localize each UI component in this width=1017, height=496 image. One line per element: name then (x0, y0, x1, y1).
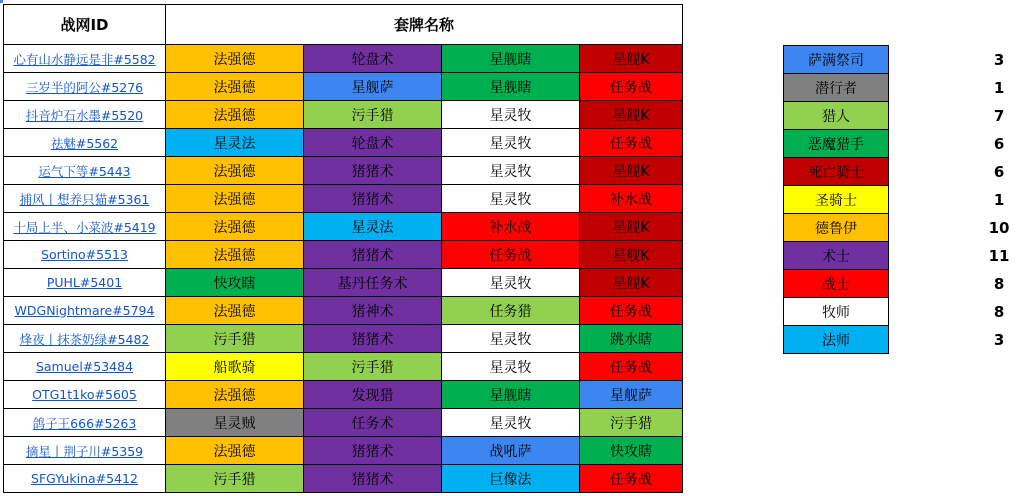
player-id-cell (4, 437, 166, 465)
player-id-link[interactable]: 祛魅#5562 (50, 135, 119, 151)
legend-class-count: 6 (993, 162, 1005, 181)
deck-cell: 法强德 (166, 73, 304, 101)
player-id-cell (4, 269, 166, 297)
deck-cell: 星灵牧 (442, 157, 580, 185)
player-id-cell (4, 381, 166, 409)
legend-gap (888, 158, 981, 186)
legend-row (784, 270, 1017, 298)
legend-class-count: 8 (993, 302, 1005, 321)
selection-corner-marker (0, 0, 3, 3)
legend-row (784, 326, 1017, 354)
player-id-cell (4, 73, 166, 101)
legend-class-name: 恶魔猎手 (784, 130, 889, 158)
deck-cell: 猪猪术 (304, 157, 442, 185)
table-body (4, 45, 683, 493)
deck-cell: 跳水瞎 (580, 325, 683, 353)
deck-cell: 污手猎 (304, 101, 442, 129)
deck-cell: 轮盘术 (304, 129, 442, 157)
table-row (4, 269, 683, 297)
deck-cell: 污手猎 (304, 353, 442, 381)
deck-cell: 星灵牧 (442, 269, 580, 297)
legend-class-name: 潜行者 (784, 74, 889, 102)
player-id-link[interactable]: Sortino#5513 (41, 246, 128, 262)
player-id-link[interactable]: 抖音炉石水墨#5520 (25, 107, 144, 123)
legend-row (784, 242, 1017, 270)
deck-cell: 星灵牧 (442, 129, 580, 157)
player-id-link[interactable]: 心有山水静远是非#5582 (13, 51, 156, 67)
deck-cell: 星舰K (580, 213, 683, 241)
deck-cell: 星舰瞎 (442, 381, 580, 409)
legend-gap (888, 102, 981, 130)
deck-cell: 补水战 (442, 213, 580, 241)
legend-class-count: 1 (993, 190, 1005, 209)
player-id-link[interactable]: SFGYukina#5412 (31, 470, 138, 486)
deck-cell: 星灵牧 (442, 101, 580, 129)
legend-class-count: 10 (988, 218, 1010, 237)
header-row (4, 5, 683, 45)
player-id-cell (4, 241, 166, 269)
deck-cell: 星灵牧 (442, 185, 580, 213)
player-id-cell (4, 325, 166, 353)
legend-class-name: 萨满祭司 (784, 46, 889, 74)
player-id-cell (4, 101, 166, 129)
legend-class-count: 3 (993, 330, 1005, 349)
legend-row (784, 158, 1017, 186)
deck-cell: 快攻瞎 (580, 437, 683, 465)
legend-class-name: 德鲁伊 (784, 214, 889, 242)
deck-cell: 任务战 (580, 73, 683, 101)
legend-gap (888, 186, 981, 214)
deck-cell: 法强德 (166, 157, 304, 185)
deck-cell: 星舰K (580, 45, 683, 73)
player-id-link[interactable]: 鸽子王666#5263 (32, 415, 137, 431)
deck-cell: 法强德 (166, 101, 304, 129)
legend-body (784, 46, 1017, 354)
legend-row (784, 74, 1017, 102)
deck-cell: 战吼萨 (442, 437, 580, 465)
legend-class-name: 战士 (784, 270, 889, 298)
table-row (4, 241, 683, 269)
player-id-link[interactable]: 摘星丨荆子川#5359 (25, 443, 144, 459)
player-id-link[interactable]: Samuel#53484 (35, 358, 134, 374)
deck-cell: 猪猪术 (304, 465, 442, 493)
deck-cell: 巨像法 (442, 465, 580, 493)
player-id-cell (4, 297, 166, 325)
deck-cell: 污手猎 (166, 325, 304, 353)
player-id-cell (4, 353, 166, 381)
header-id: 战网ID (4, 5, 166, 45)
deck-cell: 法强德 (166, 185, 304, 213)
deck-cell: 星灵牧 (442, 353, 580, 381)
legend-class-count: 6 (993, 134, 1005, 153)
deck-cell: 星舰K (580, 101, 683, 129)
class-legend-table (783, 45, 1017, 354)
player-id-link[interactable]: 运气下等#5443 (38, 163, 131, 179)
deck-cell: 猪神术 (304, 297, 442, 325)
deck-cell: 星灵法 (304, 213, 442, 241)
player-id-cell (4, 129, 166, 157)
deck-cell: 法强德 (166, 437, 304, 465)
deck-cell: 任务战 (580, 465, 683, 493)
deck-table (3, 4, 683, 493)
legend-gap (888, 242, 981, 270)
legend-class-count: 8 (993, 274, 1005, 293)
legend-class-count: 3 (993, 50, 1005, 69)
legend-class-name: 猎人 (784, 102, 889, 130)
deck-cell: 船歌骑 (166, 353, 304, 381)
legend-class-name: 牧师 (784, 298, 889, 326)
deck-cell: 发现猎 (304, 381, 442, 409)
deck-cell: 法强德 (166, 241, 304, 269)
legend-row (784, 102, 1017, 130)
player-id-link[interactable]: 捕风丨想养只猫#5361 (19, 191, 150, 207)
table-row (4, 353, 683, 381)
deck-cell: 猪猪术 (304, 437, 442, 465)
legend-gap (888, 326, 981, 354)
deck-cell: 任务术 (304, 409, 442, 437)
table-row (4, 213, 683, 241)
deck-cell: 星舰K (580, 269, 683, 297)
legend-class-name: 术士 (784, 242, 889, 270)
legend-row (784, 46, 1017, 74)
table-row (4, 129, 683, 157)
legend-gap (888, 214, 981, 242)
deck-cell: 基丹任务术 (304, 269, 442, 297)
deck-cell: 星灵牧 (442, 409, 580, 437)
player-id-link[interactable]: 三岁半的阿公#5276 (25, 79, 144, 95)
deck-cell: 星舰瞎 (442, 45, 580, 73)
deck-cell: 法强德 (166, 381, 304, 409)
player-id-cell (4, 465, 166, 493)
deck-cell: 星灵牧 (442, 325, 580, 353)
player-id-link[interactable]: 烽夜丨抹茶奶绿#5482 (19, 331, 150, 347)
legend-class-name: 法师 (784, 326, 889, 354)
legend-row (784, 130, 1017, 158)
player-id-link[interactable]: WDGNightmare#5794 (14, 302, 155, 318)
player-id-cell (4, 45, 166, 73)
legend-class-name: 死亡骑士 (784, 158, 889, 186)
deck-cell: 法强德 (166, 45, 304, 73)
legend-class-count: 1 (993, 78, 1005, 97)
deck-cell: 污手猎 (580, 409, 683, 437)
deck-cell: 星灵法 (166, 129, 304, 157)
legend-class-count: 7 (993, 106, 1005, 125)
deck-cell: 任务战 (580, 129, 683, 157)
table-row (4, 465, 683, 493)
table-row (4, 157, 683, 185)
table-row (4, 325, 683, 353)
player-id-link[interactable]: 十局上半、小菜波#5419 (13, 219, 156, 235)
legend-row (784, 186, 1017, 214)
legend-gap (888, 270, 981, 298)
deck-cell: 法强德 (166, 297, 304, 325)
legend-gap (888, 74, 981, 102)
deck-cell: 星舰K (580, 157, 683, 185)
deck-cell: 星舰K (580, 241, 683, 269)
table-row (4, 185, 683, 213)
table-row (4, 409, 683, 437)
deck-cell: 猪猪术 (304, 241, 442, 269)
deck-cell: 猪猪术 (304, 185, 442, 213)
deck-cell: 任务战 (580, 353, 683, 381)
player-id-cell (4, 409, 166, 437)
table-row (4, 45, 683, 73)
deck-cell: 轮盘术 (304, 45, 442, 73)
deck-cell: 补水战 (580, 185, 683, 213)
player-id-link[interactable]: PUHL#5401 (46, 274, 123, 290)
header-deck-name: 套牌名称 (166, 5, 683, 45)
player-id-cell (4, 213, 166, 241)
player-id-cell (4, 157, 166, 185)
deck-cell: 猪猪术 (304, 325, 442, 353)
legend-gap (888, 46, 981, 74)
deck-cell: 快攻瞎 (166, 269, 304, 297)
deck-cell: 星舰瞎 (442, 73, 580, 101)
table-row (4, 101, 683, 129)
legend-row (784, 214, 1017, 242)
table-row (4, 381, 683, 409)
deck-cell: 星舰萨 (304, 73, 442, 101)
deck-cell: 任务猎 (442, 297, 580, 325)
deck-cell: 法强德 (166, 213, 304, 241)
player-id-link[interactable]: OTG1t1ko#5605 (32, 386, 137, 402)
legend-row (784, 298, 1017, 326)
table-row (4, 297, 683, 325)
legend-gap (888, 130, 981, 158)
deck-cell: 任务战 (442, 241, 580, 269)
player-id-cell (4, 185, 166, 213)
deck-cell: 污手猎 (166, 465, 304, 493)
legend-class-name: 圣骑士 (784, 186, 889, 214)
deck-cell: 任务战 (580, 297, 683, 325)
deck-cell: 星灵贼 (166, 409, 304, 437)
table-row (4, 437, 683, 465)
deck-cell: 星舰萨 (580, 381, 683, 409)
legend-gap (888, 298, 981, 326)
table-row (4, 73, 683, 101)
legend-class-count: 11 (988, 246, 1010, 265)
